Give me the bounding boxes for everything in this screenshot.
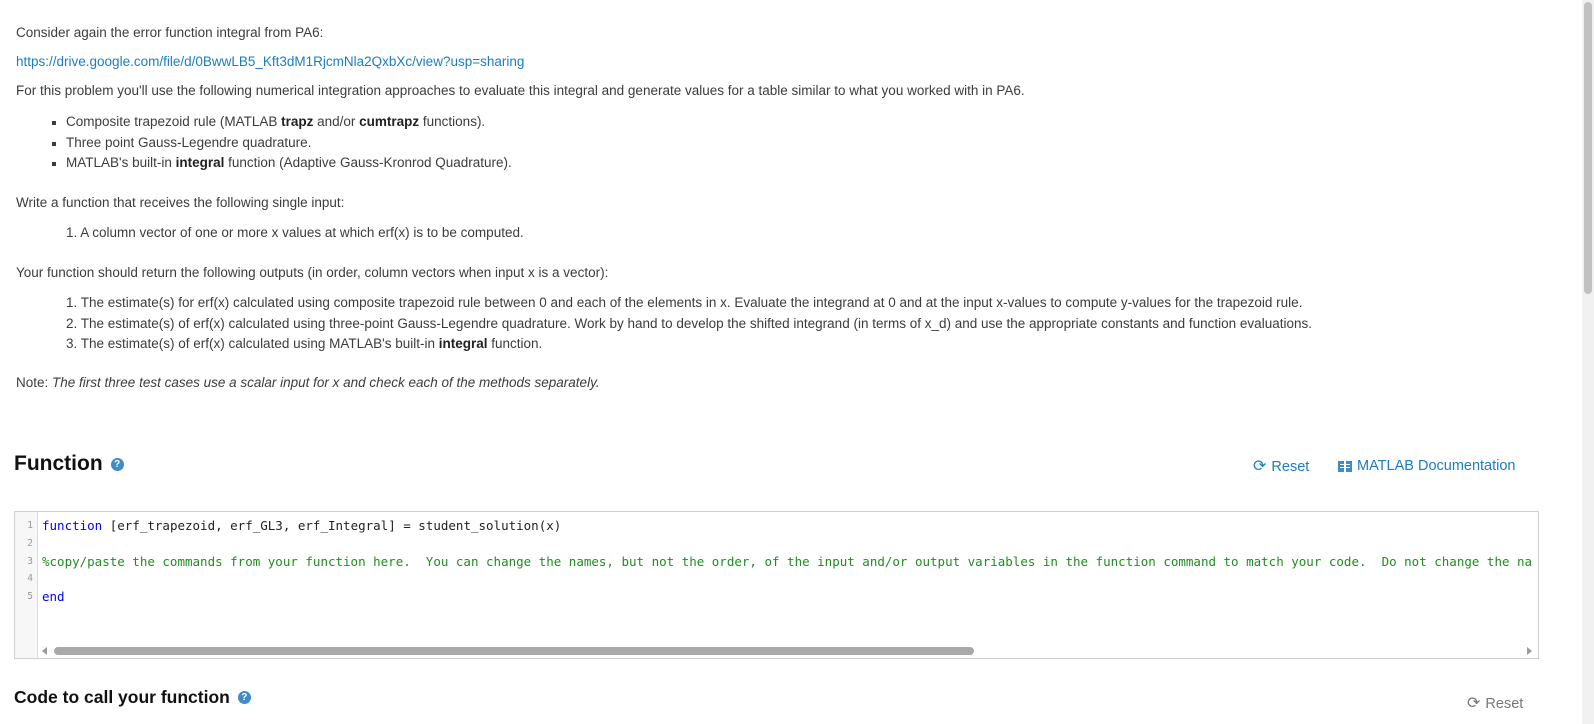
call-reset-button[interactable]: ⟳ Reset xyxy=(1467,695,1524,712)
input-intro: Write a function that receives the following single input: xyxy=(16,195,345,210)
code-line[interactable]: %copy/paste the commands from your function here. You can change the names, but not the order, of the input and/or output variables in the function command to match your code. Do not change the na xyxy=(42,553,1533,569)
drive-link[interactable]: https://drive.google.com/file/d/0BwwLB5_Kft3dM1RjcmNla2QxbXc/view?usp=sharing xyxy=(16,54,525,69)
page-scrollbar[interactable] xyxy=(1582,0,1594,724)
output-intro: Your function should return the following outputs (in order, column vectors when input x is a vector): xyxy=(16,265,609,280)
inputs-list xyxy=(66,223,524,244)
note: Note: The first three test cases use a scalar input for x and check each of the methods separately. xyxy=(16,375,600,390)
question-circle-icon[interactable]: ? xyxy=(238,691,251,704)
line-number: 2 xyxy=(27,537,33,549)
line-number-gutter xyxy=(15,512,38,658)
function-section-title: Function ? xyxy=(14,452,124,476)
code-lines[interactable] xyxy=(42,517,1538,606)
line-number: 4 xyxy=(27,573,33,585)
matlab-documentation-link[interactable]: MATLAB Documentation xyxy=(1338,458,1516,474)
list-item: 3. The estimate(s) of erf(x) calculated using MATLAB's built-in integral function. xyxy=(66,336,543,351)
code-line[interactable] xyxy=(42,570,1538,588)
scrollbar-thumb[interactable] xyxy=(54,647,974,655)
scroll-left-icon[interactable] xyxy=(42,647,47,655)
list-item: 1. The estimate(s) for erf(x) calculated using composite trapezoid rule between 0 and each of the elements in x. Evaluate the integrand at 0 and at the input x-values to compute y-values for the trapezoid rule. xyxy=(66,295,1303,310)
code-editor[interactable] xyxy=(14,511,1539,659)
approaches-list xyxy=(66,112,512,174)
list-item: 1. A column vector of one or more x values at which erf(x) is to be computed. xyxy=(66,225,524,240)
intro-text: Consider again the error function integral from PA6: xyxy=(16,25,324,40)
function-reset-button[interactable]: ⟳ Reset xyxy=(1253,458,1310,475)
scroll-right-icon[interactable] xyxy=(1527,647,1532,655)
question-circle-icon[interactable]: ? xyxy=(111,458,124,471)
line-number: 5 xyxy=(27,591,33,602)
approaches-intro: For this problem you'll use the following numerical integration approaches to evaluate this integral and generate values for a table similar to what you worked with in PA6. xyxy=(16,83,1025,98)
list-item: MATLAB's built-in integral function (Adaptive Gauss-Kronrod Quadrature). xyxy=(66,153,512,174)
line-number: 1 xyxy=(27,520,33,531)
outputs-list xyxy=(66,293,1312,355)
call-section-title: Code to call your function ? xyxy=(14,687,251,708)
list-item: 2. The estimate(s) of erf(x) calculated using three-point Gauss-Legendre quadrature. Work by hand to develop the shifted integrand (in terms of x_d) and use the appropriate constants and function evaluations. xyxy=(66,315,1312,331)
horizontal-scrollbar[interactable] xyxy=(38,644,1538,658)
code-line[interactable]: end xyxy=(42,589,65,604)
line-number: 3 xyxy=(27,555,33,567)
list-item: Composite trapezoid rule (MATLAB trapz and/or cumtrapz functions). xyxy=(66,112,512,133)
book-icon xyxy=(1338,461,1352,472)
list-item: Three point Gauss-Legendre quadrature. xyxy=(66,133,512,154)
reset-icon: ⟳ xyxy=(1467,695,1481,712)
page-scrollbar-thumb[interactable] xyxy=(1584,2,1592,294)
code-line[interactable] xyxy=(42,535,1538,553)
reset-icon: ⟳ xyxy=(1253,458,1267,475)
code-line[interactable]: function [erf_trapezoid, erf_GL3, erf_Integral] = student_solution(x) xyxy=(42,518,562,533)
